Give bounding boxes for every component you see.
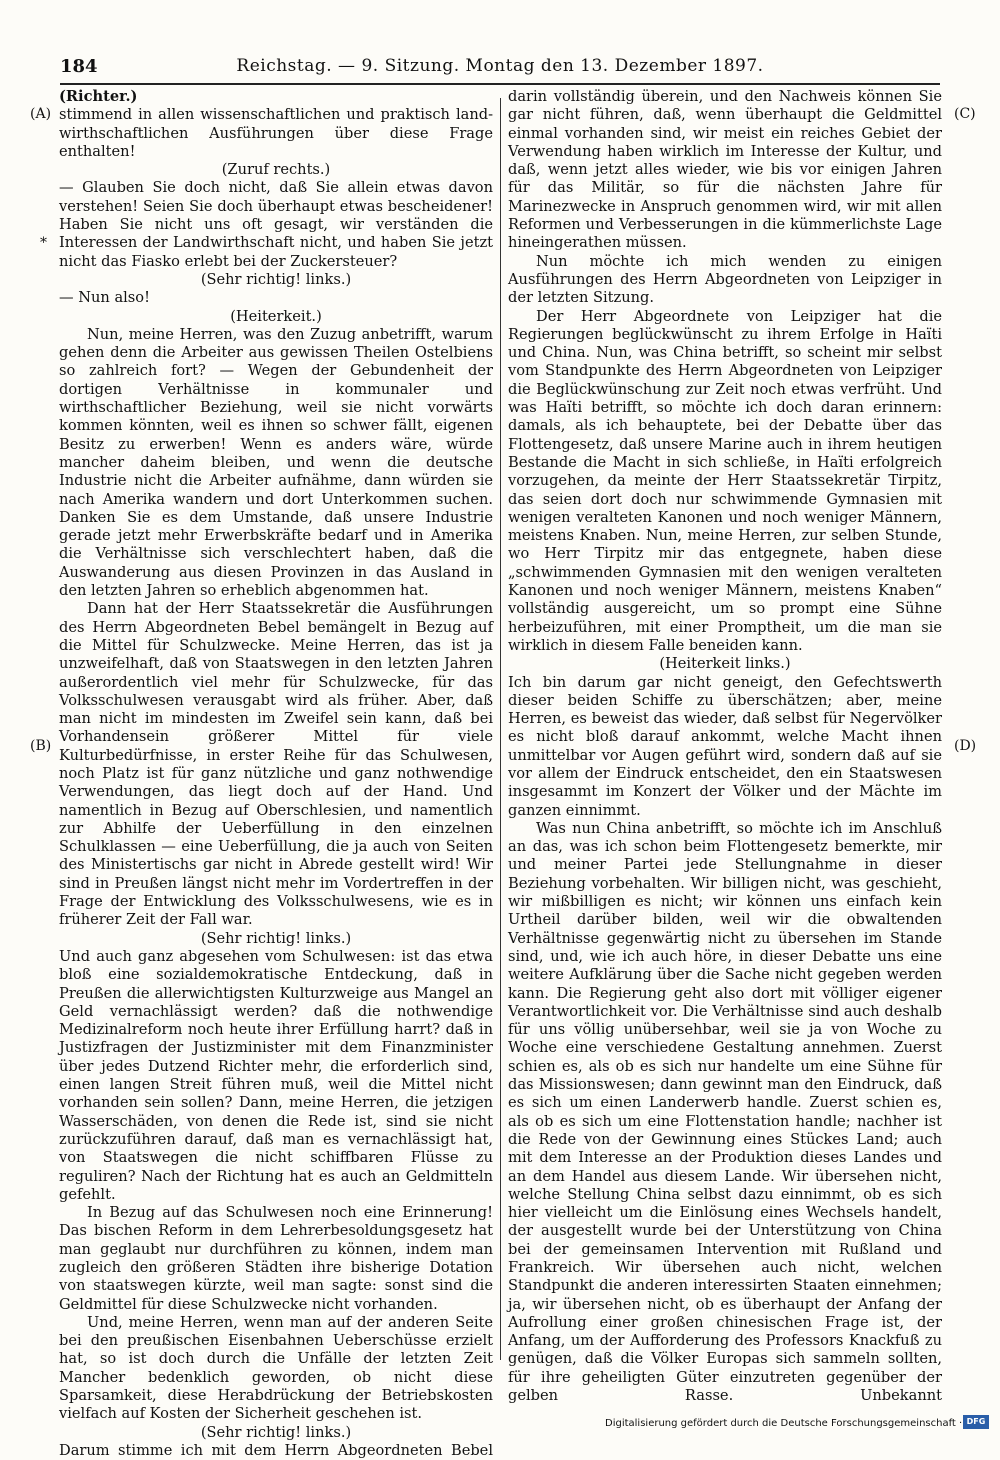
interjection: (Sehr richtig! links.): [200, 929, 352, 947]
speaker-label: (Richter.): [59, 88, 138, 105]
paragraph: Ich bin darum gar nicht geneigt, den Gefechtswerth dieser beiden Schiffe zu überschätzen; aber, meine Herren, es beweist das wieder, daß selbst für Negervölker es nicht bloß darauf ankommt, welche Macht ihnen unmittelbar vor Augen geführt wird, sondern daß auf sie vor allem der Eindruck entscheidet, den ein Staatswesen insgesammt im Konzert der Völker und der Mächte im ganzen einnimmt.: [508, 673, 942, 819]
paragraph: In Bezug auf das Schulwesen noch eine Erinnerung! Das bischen Reform in dem Lehrerbesoldungsgesetz hat man geglaubt nur durchführen zu können, indem man zugleich den größeren Städten ihre bisherige Dotation von staatswegen kürzte, weil man sagte: sonst sind die Geldmittel für diese Schulzwecke nicht vorhanden.: [59, 1204, 493, 1313]
running-title: Reichstag. — 9. Sitzung. Montag den 13. Dezember 1897.: [236, 56, 764, 76]
interjection: (Sehr richtig! links.): [200, 1423, 352, 1441]
column-divider: [500, 98, 501, 1360]
paragraph: — Glauben Sie doch nicht, daß Sie allein etwas davon verstehen! Seien Sie doch überhaupt etwas bescheidener! Haben Sie nicht uns oft gesagt, wir verständen die Interessen der Landwirthschaft nicht, und haben Sie jetzt nicht das Fiasko erlebt bei der Zuckersteuer?: [59, 179, 493, 270]
margin-marker-a: (A): [30, 106, 52, 122]
page-number: 184: [60, 56, 98, 77]
margin-marker-d: (D): [954, 738, 977, 754]
paragraph: Und, meine Herren, wenn man auf der anderen Seite bei den preußischen Eisenbahnen Ueberschüsse erzielt hat, so ist doch durch die Unfälle der letzten Zeit Mancher bedenklich geworden, ob nicht diese Sparsamkeit, diese Herabdrückung der Betriebskosten vielfach auf Kosten der Sicherheit geschehen ist.: [59, 1313, 493, 1423]
right-column: [508, 88, 942, 1405]
interjection: (Zuruf rechts.): [221, 161, 331, 179]
header-rule: [60, 83, 940, 85]
margin-marker-star: *: [40, 235, 47, 251]
paragraph: — Nun also!: [59, 289, 150, 307]
paragraph: Dann hat der Herr Staatssekretär die Ausführungen des Herrn Abgeordneten Bebel bemängelt in Bezug auf die Mittel für Schulzwecke. Meine Herren, das ist ja unzweifelhaft, daß von Staatswegen in den letzten Jahren außerordentlich viel mehr für Schulzwecke, für das Volksschulwesen verausgabt wird als früher. Aber, daß man nicht im mindesten im Zweifel sein kann, daß bei Vorhandensein größerer Mittel für viele Kulturbedürfnisse, in erster Reihe für das Schulwesen, noch Platz ist für ganz nützliche und ganz nothwendige Verwendungen, das liegt doch auf der Hand. Und namentlich in Bezug auf Oberschlesien, und namentlich zur Abhilfe der Ueberfüllung in den einzelnen Schulklassen — eine Ueberfüllung, die ja auch von Seiten des Ministertischs gar nicht in Abrede gestellt wird! Wir sind in Preußen längst nicht mehr im Vordertreffen in der Frage der Entwicklung des Volksschulwesens, wie es in früherer Zeit der Fall war.: [59, 600, 493, 929]
paragraph: stimmend in allen wissenschaftlichen und praktisch land-wirthschaftlichen Ausführungen über diese Frage enthalten!: [59, 106, 493, 160]
margin-marker-b: (B): [30, 738, 52, 754]
paragraph: darin vollständig überein, und den Nachweis können Sie gar nicht führen, daß, wenn überhaupt die Geldmittel einmal vorhanden sind, wir meist ein reiches Gebiet der Verwendung haben wirklich im Interesse der Kultur, und daß, wenn jetzt alles wieder, wie bis vor einigen Jahren für das Militär, so für die nächsten Jahre für Marinezwecke in Anspruch genommen wird, wir mit allen Reformen und Verbesserungen in die kümmerlichste Lage hineingerathen müssen.: [508, 88, 942, 252]
interjection: (Heiterkeit.): [230, 307, 322, 325]
dfg-logo: DFG: [963, 1415, 989, 1429]
left-column: [59, 88, 493, 1460]
paragraph: Nun möchte ich mich wenden zu einigen Ausführungen des Herrn Abgeordneten von Leipziger in der letzten Sitzung.: [508, 252, 942, 307]
page-header: [60, 56, 940, 80]
paragraph: Und auch ganz abgesehen vom Schulwesen: ist das etwa bloß eine sozialdemokratische Entdeckung, daß in Preußen die allerwichtigsten Kulturzweige aus Mangel an Geld vernachlässigt werden? daß die nothwendige Medizinalreform noch heute ihrer Erfüllung harrt? daß in Justizfragen der Justizminister mit dem Finanzminister über jedes Dutzend Richter mehr, die erforderlich sind, einen langen Streit führen muß, weil die Mittel nicht vorhanden sein sollen? Dann, meine Herren, die jetzigen Wasserschäden, von denen die Rede ist, sind sie nicht zurückzuführen darauf, daß man es vernachlässigt hat, von Staatswegen die nicht schiffbaren Flüsse zu reguliren? Nach der Richtung hat es auch an Geldmitteln gefehlt.: [59, 947, 493, 1203]
paragraph: Darum stimme ich mit dem Herrn Abgeordneten Bebel: [59, 1441, 493, 1459]
paragraph: Was nun China anbetrifft, so möchte ich im Anschluß an das, was ich schon beim Flottengesetz bemerkte, mir und meiner Partei jede Stellungnahme in dieser Beziehung vorbehalten. Wir billigen nicht, was geschieht, wir mißbilligen es nicht; wir können uns einfach kein Urtheil darüber bilden, weil wir die obwaltenden Verhältnisse gegenwärtig nicht zu übersehen im Stande sind, und, wie ich auch höre, in dieser Debatte uns eine weitere Aufklärung über die Sache nicht gegeben werden kann. Die Regierung geht also dort mit völliger eigener Verantwortlichkeit vor. Die Verhältnisse sind auch deshalb für uns völlig unübersehbar, weil sie ja von Woche zu Woche eine verschiedene Gestaltung annehmen. Zuerst schien es, als ob es sich nur handelte um eine Sühne für das Missionswesen; dann gewinnt man den Eindruck, daß es sich um einen Landerwerb handle. Zuerst schien es, als ob es sich um eine Flottenstation handle; nachher ist die Rede von der Gewinnung eines Stückes Land; auch mit dem Interesse an der Produktion dieses Landes und an dem Handel aus diesem Lande. Wir übersehen nicht, welche Stellung China selbst dazu einnimmt, ob es sich hier vielleicht um die Einlösung eines Wechsels handelt, der ausgestellt wurde bei der Unterstützung von China bei der gemeinsamen Intervention mit Rußland und Frankreich. Wir übersehen auch nicht, welchen Standpunkt die anderen interessirten Staaten einnehmen; ja, wir übersehen nicht, ob es überhaupt der Anfang der Aufrollung einer großen chinesischen Frage ist, der Anfang, um der Aufforderung des Professors Knackfuß zu genügen, daß die Völker Europas sich sammeln sollten, für ihre geheiligten Güter einzutreten gegenüber der gelben Rasse. Unbekannt: [508, 819, 942, 1405]
interjection: (Sehr richtig! links.): [200, 270, 352, 288]
digitization-credit: Digitalisierung gefördert durch die Deutsche Forschungsgemeinschaft ·: [605, 1418, 963, 1429]
paragraph: Nun, meine Herren, was den Zuzug anbetrifft, warum gehen denn die Arbeiter aus gewissen Theilen Ostelbiens so zahlreich fort? — Wegen der Gebundenheit der dortigen Verhältnisse in kommunaler und wirthschaftlicher Beziehung, weil sie nicht vorwärts kommen könnten, weil es ihnen so schwer fällt, eigenen Besitz zu erwerben! Wenn es anders wäre, würde mancher daheim bleiben, und wenn die deutsche Industrie nicht die Arbeiter aufnähme, dann würden sie nach Amerika wandern und dort Unterkommen suchen. Danken Sie es dem Umstande, daß unsere Industrie gerade jetzt mehr Erwerbskräfte bedarf und in Amerika die Verhältnisse sich verschlechtert haben, daß die Auswanderung aus diesen Provinzen in das Ausland in den letzten Jahren so erheblich abgenommen hat.: [59, 325, 493, 600]
margin-marker-c: (C): [954, 106, 976, 122]
interjection: (Heiterkeit links.): [659, 655, 791, 673]
paragraph: Der Herr Abgeordnete von Leipziger hat die Regierungen beglückwünscht zu ihrem Erfolge in Haïti und China. Nun, was China betrifft, so scheint mir selbst vom Standpunkte des Herrn Abgeordneten von Leipziger die Beglückwünschung zur Zeit noch etwas verfrüht. Und was Haïti betrifft, so möchte ich doch daran erinnern: damals, als ich behauptete, bei der Debatte über das Flottengesetz, daß unsere Marine auch in ihrem heutigen Bestande die Macht in sich schließe, in Haïti erfolgreich vorzugehen, da meinte der Herr Staatssekretär Tirpitz, das seien dort doch nur schwimmende Gymnasien mit wenigen veralteten Kanonen und noch weniger Männern, meistens Knaben. Nun, meine Herren, zur selben Stunde, wo Herr Tirpitz mir das entgegnete, haben diese „schwimmenden Gymnasien mit den wenigen veralteten Kanonen und noch weniger Männern, meistens Knaben“ vollständig ausgereicht, um so prompt eine Sühne herbeizuführen, mit einer Promptheit, um die man sie wirklich in diesem Falle beneiden kann.: [508, 307, 942, 654]
